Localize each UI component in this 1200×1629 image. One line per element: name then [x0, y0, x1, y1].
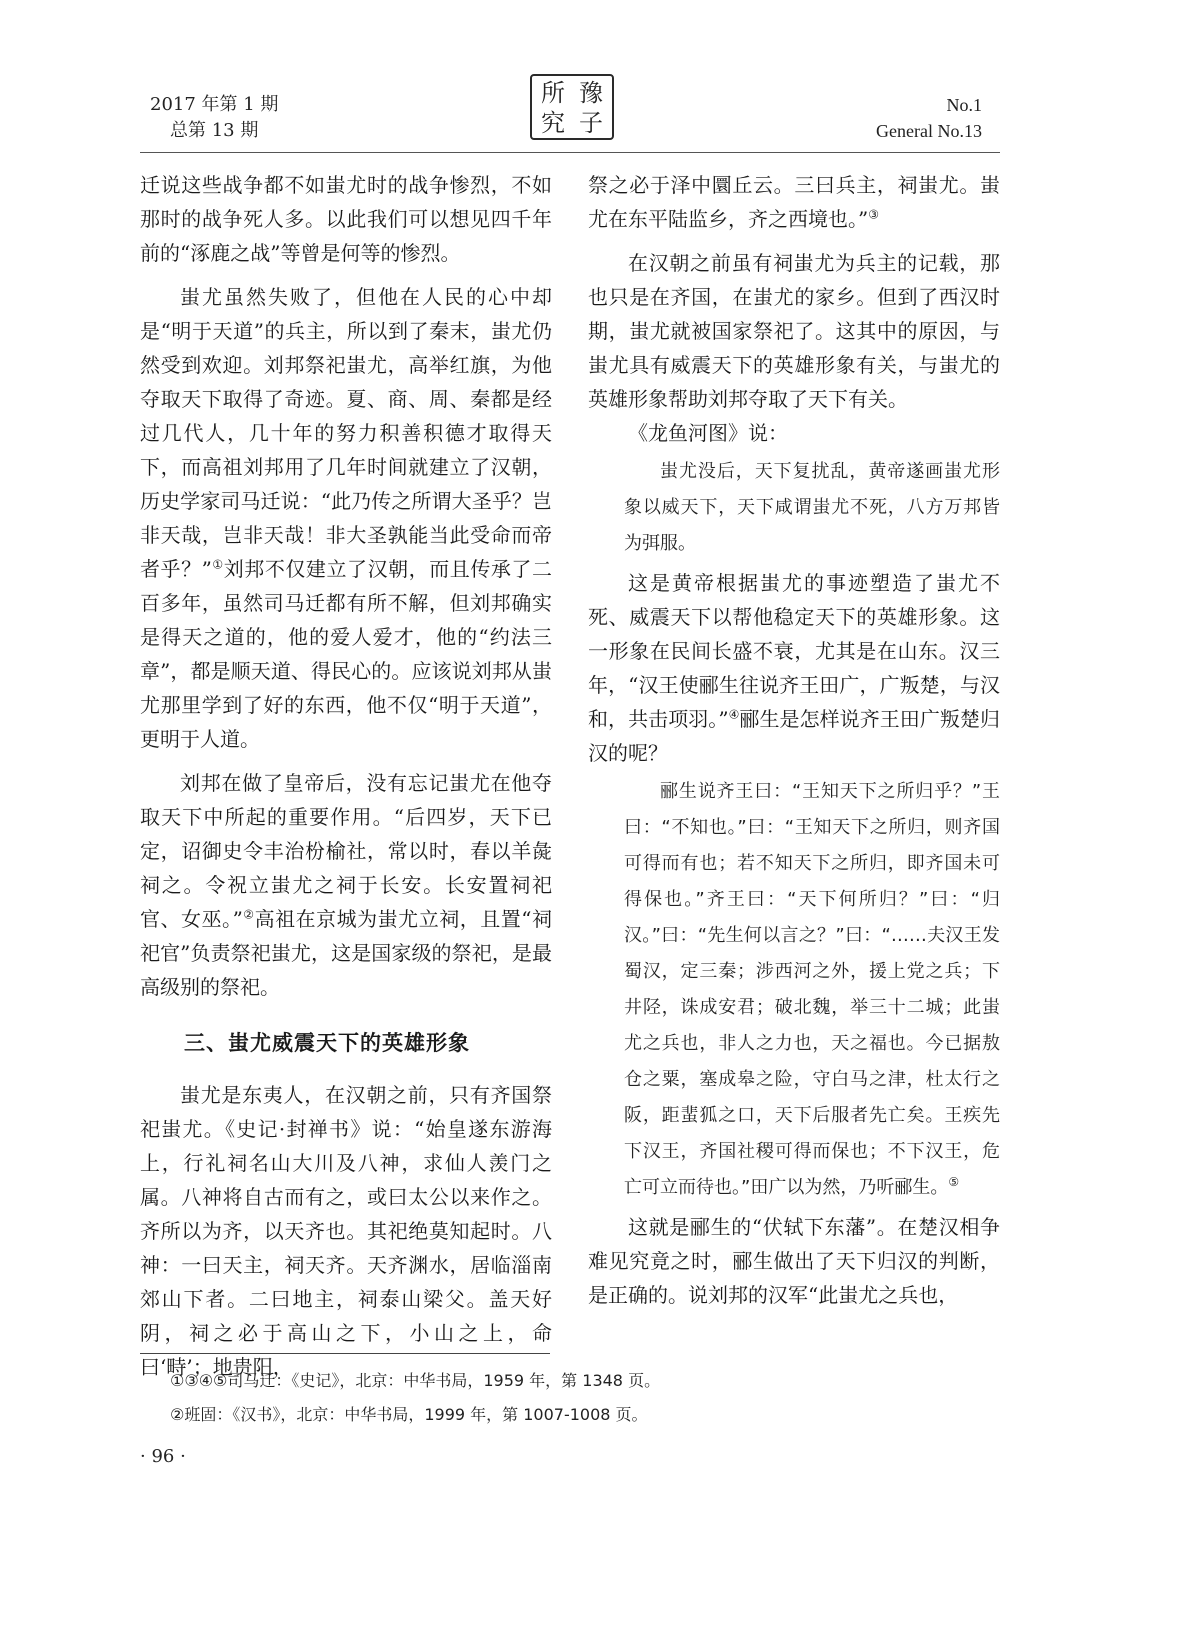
issue-total: 总第 13 期: [170, 120, 259, 141]
logo-char: 子: [579, 109, 603, 137]
paragraph: 蚩尤是东夷人，在汉朝之前，只有齐国祭祀蚩尤。《史记·封禅书》说：“始皇遂东游海上，行礼祠名山大川及八神，求仙人羡门之属。八神将自古而有之，或曰太公以来作之。齐所以为齐，以天齐也。其祀绝莫知起时。八神：一曰天主，祠天齐。天齐渊水，居临淄南郊山下者。二曰地主，祠泰山梁父。盖天好阴，祠之必于高山之下，小山之上，命曰‘畤’；地贵阳，: [140, 1083, 552, 1379]
footnote-ref: ④: [728, 707, 740, 722]
footnote: ②班固：《汉书》，北京：中华书局，1999 年，第 1007-1008 页。: [170, 1405, 648, 1424]
paragraph: 蚩尤虽然失败了，但他在人民的心中却是“明于天道”的兵主，所以到了秦末，蚩尤仍然受到欢迎。刘邦祭祀蚩尤，高举红旗，为他夺取天下取得了奇迹。夏、商、周、秦都是经过几代人，几十年的努力积善积德才取得天下，而高祖刘邦用了几年时间就建立了汉朝，历史学家司马迁说：“此乃传之所谓大圣乎？岂非天哉，岂非天哉！非大圣孰能当此受命而帝者乎？”①刘邦不仅建立了汉朝，而且传承了二百多年，虽然司马迁都有所不解，但刘邦确实是得天之道的，他的爱人爱才，他的“约法三章”，都是顺天道、得民心的。应该说刘邦从蚩尤那里学到了好的东西，他不仅“明于天道”，更明于人道。: [140, 285, 552, 751]
paragraph: 祭之必于泽中圜丘云。三曰兵主，祠蚩尤。蚩尤在东平陆监乡，齐之西境也。”③: [588, 173, 1000, 231]
header-divider: [140, 152, 1000, 153]
issue-number-en: No.1: [946, 95, 982, 115]
block-quote: 蚩尤没后，天下复扰乱，黄帝遂画蚩尤形象以威天下，天下咸谓蚩尤不死，八方万邦皆为弭服。: [624, 461, 1000, 554]
issue-number: 2017 年第 1 期: [150, 94, 279, 115]
logo-char: 究: [541, 109, 565, 137]
paragraph: 在汉朝之前虽有祠蚩尤为兵主的记载，那也只是在齐国，在蚩尤的家乡。但到了西汉时期，蚩尤就被国家祭祀了。这其中的原因，与蚩尤具有威震天下的英雄形象有关，与蚩尤的英雄形象帮助刘邦夺取了天下有关。: [588, 251, 1000, 411]
paragraph: 这是黄帝根据蚩尤的事迹塑造了蚩尤不死、威震天下以帮他稳定天下的英雄形象。这一形象在民间长盛不衰，尤其是在山东。汉三年，“汉王使郦生往说齐王田广，广叛楚，与汉和，共击项羽。”④郦生是怎样说齐王田广叛楚归汉的呢？: [588, 571, 1000, 765]
journal-logo: [530, 74, 614, 140]
right-column: [588, 168, 1000, 1312]
journal-issue-en: [876, 92, 982, 144]
issue-total-en: General No.13: [876, 121, 982, 141]
footnote-ref: ③: [868, 207, 879, 222]
footnote-ref: ⑤: [948, 1175, 960, 1189]
footnotes: [170, 1364, 990, 1432]
footnote-divider: [140, 1353, 550, 1354]
section-heading: 三、蚩尤威震天下的英雄形象: [184, 1031, 470, 1055]
logo-char: 豫: [579, 79, 603, 107]
paragraph: 迁说这些战争都不如蚩尤时的战争惨烈，不如那时的战争死人多。以此我们可以想见四千年前的“涿鹿之战”等曾是何等的惨烈。: [140, 173, 552, 265]
logo-char: 所: [541, 79, 565, 107]
footnote-ref: ②: [242, 907, 255, 922]
left-column: [140, 168, 552, 1384]
paragraph: 刘邦在做了皇帝后，没有忘记蚩尤在他夺取天下中所起的重要作用。“后四岁，天下已定，诏御史令丰治枌榆社，常以时，春以羊彘祠之。令祝立蚩尤之祠于长安。长安置祠祀官、女巫。”②高祖在京城为蚩尤立祠，且置“祠祀官”负责祭祀蚩尤，这是国家级的祭祀，是最高级别的祭祀。: [140, 771, 552, 999]
paragraph: 《龙鱼河图》说：: [628, 421, 788, 445]
footnote-ref: ①: [211, 557, 224, 572]
journal-issue: [150, 92, 278, 144]
paragraph: 这就是郦生的“伏轼下东藩”。在楚汉相争难见究竟之时，郦生做出了天下归汉的判断，是正确的。说刘邦的汉军“此蚩尤之兵也，: [588, 1215, 1000, 1307]
footnote: ①③④⑤司马迁：《史记》，北京：中华书局，1959 年，第 1348 页。: [170, 1371, 661, 1390]
page-number: · 96 ·: [140, 1446, 186, 1467]
block-quote: 郦生说齐王曰：“王知天下之所归乎？”王曰：“不知也。”曰：“王知天下之所归，则齐国可得而有也；若不知天下之所归，即齐国未可得保也。”齐王曰：“天下何所归？”曰：“归汉。”曰：“先生何以言之？”曰：“……夫汉王发蜀汉，定三秦；涉西河之外，援上党之兵；下井陉，诛成安君；破北魏，举三十二城；此蚩尤之兵也，非人之力也，天之福也。今已据敖仓之粟，塞成皋之险，守白马之津，杜太行之阪，距蜚狐之口，天下后服者先亡矣。王疾先下汉王，齐国社稷可得而保也；不下汉王，危亡可立而待也。”田广以为然，乃听郦生。⑤: [624, 781, 1000, 1198]
